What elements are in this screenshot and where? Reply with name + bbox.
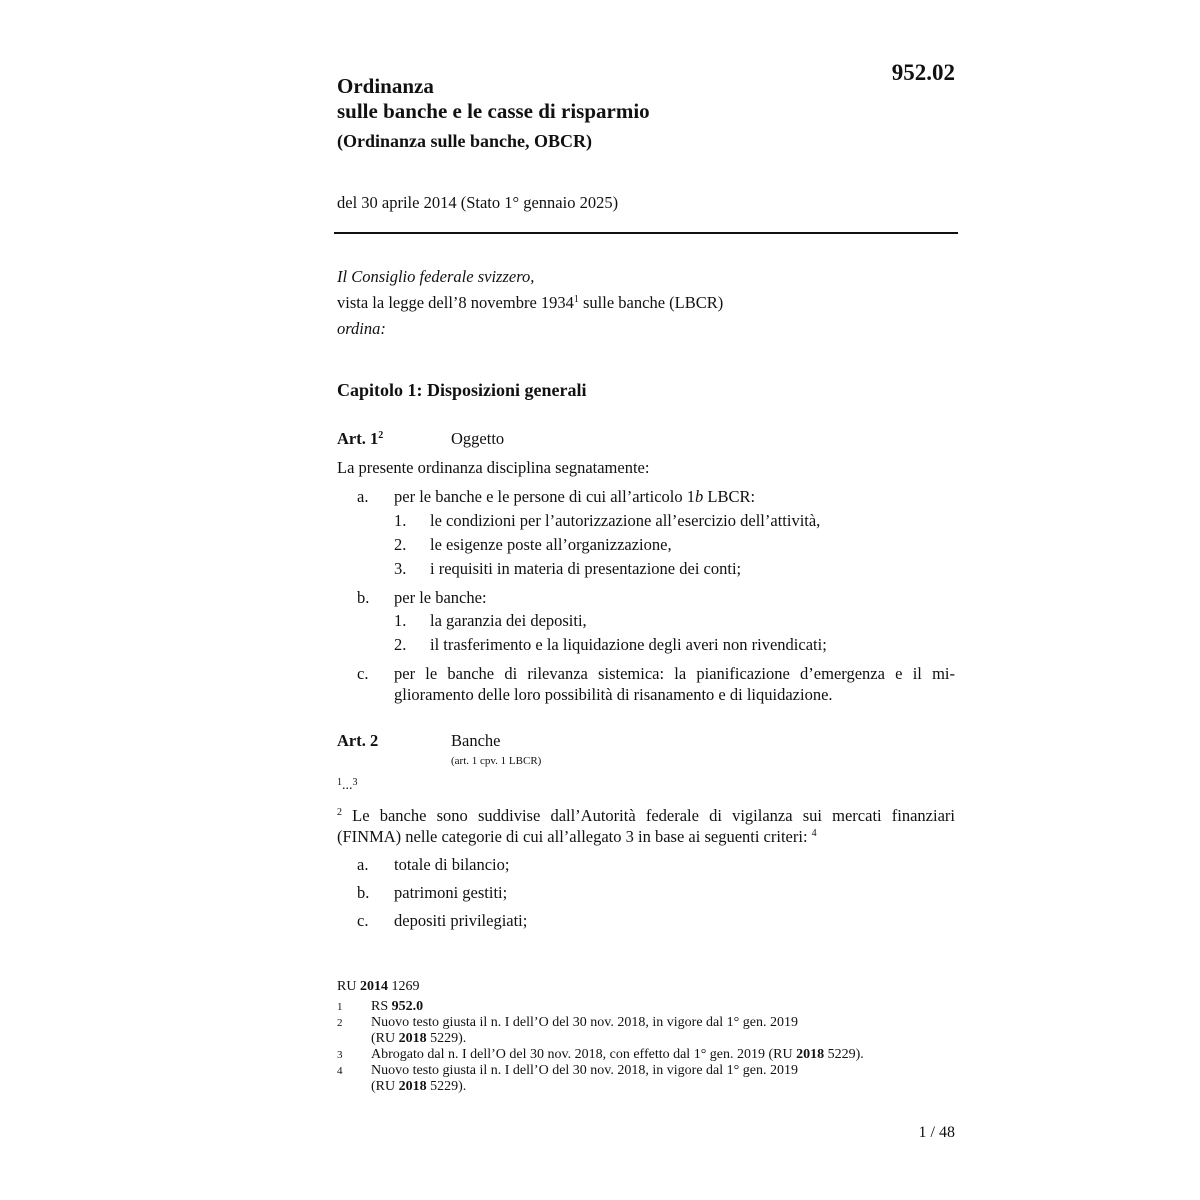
footnote-text-part: (RU (371, 1079, 399, 1094)
preamble-decree: ordina: (337, 319, 386, 338)
sub-list-label: 1. (394, 611, 407, 630)
sub-list-text: i requisiti in materia di presentazione dei conti; (430, 559, 742, 578)
article-2-paragraph-2 (337, 805, 955, 847)
footnote-text-part: Abrogato dal n. I dell’O del 30 nov. 2018, con effetto dal 1° gen. 2019 (RU (371, 1047, 797, 1062)
title-short-name: (Ordinanza sulle banche, OBCR) (337, 131, 593, 151)
sr-number: 952.02 (891, 60, 955, 85)
footnote-ref-4[interactable]: 4 (811, 828, 817, 839)
ref-year: 2014 (359, 979, 388, 994)
footnote-text (371, 999, 971, 1015)
official-collection-reference (337, 979, 419, 995)
footnote-ref-1[interactable]: 1 (573, 294, 579, 305)
footnote-number: 1 (337, 1001, 343, 1013)
sub-list-text: il trasferimento e la liquidazione degli averi non rivendicati; (430, 635, 827, 654)
sub-list-label: 2. (394, 635, 407, 654)
sub-list-label: 2. (394, 535, 407, 554)
repealed-paragraph-1 (337, 778, 358, 794)
preamble-authority: Il Consiglio federale svizzero, (337, 267, 535, 286)
article-2-heading (337, 731, 500, 751)
footnote-text-part: 5229). (426, 1079, 467, 1094)
list-label: a. (357, 855, 369, 874)
list-text-part: per le banche e le persone di cui all’articolo 1 (394, 487, 695, 506)
repealed-dots: ... (342, 778, 353, 793)
title-line-2: sulle banche e le casse di risparmio (337, 99, 650, 123)
list-label: b. (357, 883, 370, 902)
article-1-heading (337, 429, 504, 449)
list-label: a. (357, 487, 369, 506)
list-label: c. (357, 664, 369, 683)
footnote-text-bold: 952.0 (391, 999, 424, 1014)
footnote-ref-3[interactable]: 3 (352, 777, 358, 788)
ref-page: 1269 (387, 979, 420, 994)
list-text (394, 486, 955, 507)
footnote-text (371, 1015, 971, 1047)
list-text: totale di bilancio; (394, 855, 510, 874)
sub-list-label: 3. (394, 559, 407, 578)
footnote-number: 4 (337, 1065, 343, 1077)
preamble (337, 264, 723, 342)
paragraph-number: 1 (337, 777, 342, 788)
footnote-number: 2 (337, 1017, 343, 1029)
footnote-ref-2[interactable]: 2 (378, 430, 384, 441)
article-1-number (337, 429, 451, 449)
ref-prefix: RU (337, 979, 360, 994)
article-2-reference: (art. 1 cpv. 1 LBCR) (451, 755, 542, 767)
footnote-text (371, 1047, 971, 1063)
footnote-text-bold: 2018 (398, 1031, 427, 1046)
footnote-text-part: Nuovo testo giusta il n. I dell’O del 30 nov. 2018, in vigore dal 1° gen. 2019 (371, 1063, 798, 1078)
basis-text-end: sulle banche (LBCR) (578, 293, 724, 312)
preamble-legal-basis (337, 290, 723, 316)
list-text-part: LBCR: (703, 487, 756, 506)
footnote-text-part: RS (371, 999, 392, 1014)
date-status-line: del 30 aprile 2014 (Stato 1° gennaio 2025) (337, 193, 619, 212)
list-text: per le banche: (394, 588, 487, 607)
article-1-title: Oggetto (451, 429, 505, 448)
list-label: b. (357, 588, 370, 607)
header-divider (334, 232, 958, 234)
sub-list-text: le esigenze poste all’organizzazione, (430, 535, 672, 554)
footnote-text-part: Nuovo testo giusta il n. I dell’O del 30 nov. 2018, in vigore dal 1° gen. 2019 (371, 1015, 798, 1030)
list-label: c. (357, 911, 369, 930)
paragraph-text: Le banche sono suddivise dall’Autorità federale di vigilanza sui mercati finanziari (FINMA) nelle categorie di cui all’allegato 3 in base ai seguenti criteri: (337, 806, 955, 846)
article-2-title: Banche (451, 731, 501, 750)
list-text-italic: b (695, 487, 704, 506)
list-text: patrimoni gestiti; (394, 883, 508, 902)
basis-text: vista la legge dell’8 novembre 1934 (337, 293, 574, 312)
sub-list-text: le condizioni per l’autorizzazione all’esercizio dell’attività, (430, 511, 821, 530)
page-number: 1 / 48 (918, 1124, 955, 1141)
chapter-heading: Capitolo 1: Disposizioni generali (337, 380, 587, 400)
footnote-text-part: 5229). (426, 1031, 467, 1046)
paragraph-number: 2 (337, 807, 342, 818)
article-1-intro: La presente ordinanza disciplina segnatamente: (337, 458, 650, 477)
footnote-text-bold: 2018 (796, 1047, 825, 1062)
footnote-text (371, 1063, 971, 1095)
footnote-number: 3 (337, 1049, 343, 1061)
article-1-label: Art. 1 (337, 429, 379, 448)
footnote-text-part: 5229). (824, 1047, 864, 1062)
sub-list-label: 1. (394, 511, 407, 530)
title-line-1: Ordinanza (337, 74, 434, 98)
footnote-text-bold: 2018 (398, 1079, 427, 1094)
document-title (337, 74, 650, 153)
list-text: depositi privilegiati; (394, 911, 528, 930)
list-text: per le banche di rilevanza sistemica: la pianificazione d’emergenza e il mi-glioramento delle loro possibilità di risanamento e di liquidazione. (394, 664, 955, 704)
article-2-number: Art. 2 (337, 731, 379, 750)
sub-list-text: la garanzia dei depositi, (430, 611, 587, 630)
footnote-text-part: (RU (371, 1031, 399, 1046)
